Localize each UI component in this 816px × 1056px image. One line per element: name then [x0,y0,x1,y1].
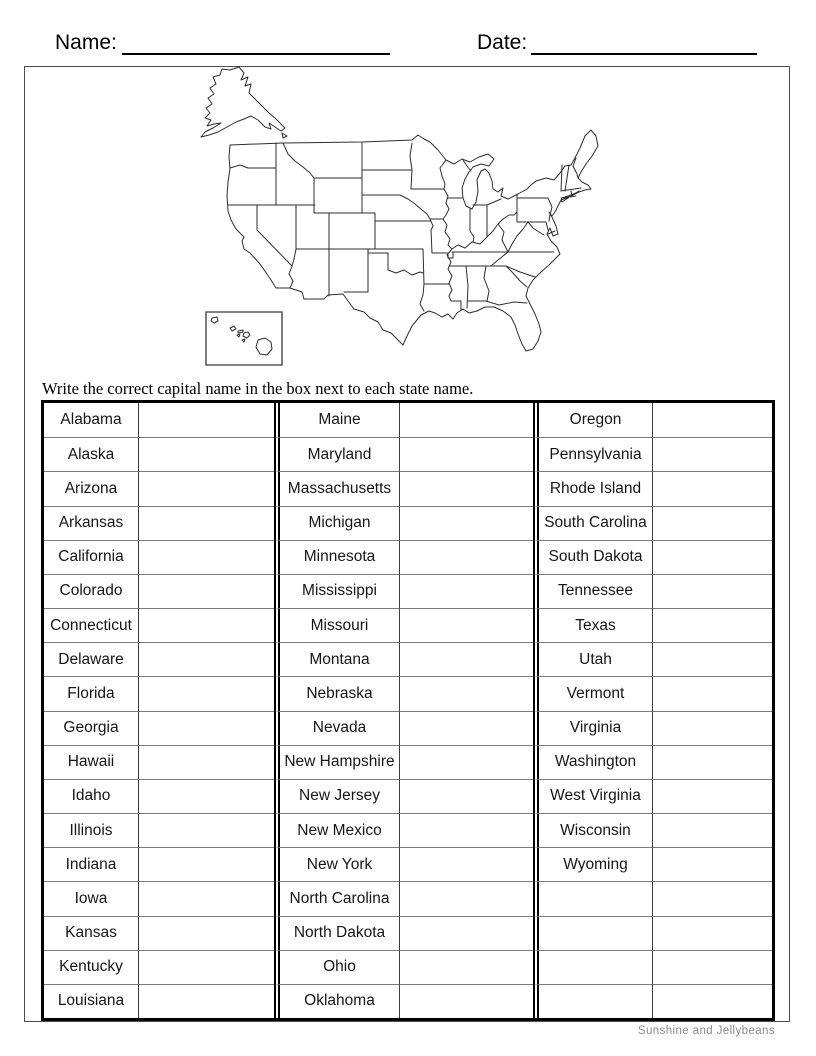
capital-answer-box[interactable] [400,676,533,710]
state-name-cell: Wyoming [533,847,653,881]
state-name-cell: Utah [533,642,653,676]
state-name-cell: Tennessee [533,574,653,608]
capital-answer-box[interactable] [400,471,533,505]
state-name-cell: Montana [274,642,400,676]
capital-answer-box[interactable] [139,711,274,745]
state-name-cell [533,881,653,915]
state-name-cell [533,984,653,1018]
capital-answer-box[interactable] [400,984,533,1018]
state-name-cell [533,950,653,984]
state-name-cell: Nevada [274,711,400,745]
capital-answer-box[interactable] [139,574,274,608]
capital-answer-box[interactable] [139,642,274,676]
state-name-cell: Maryland [274,437,400,471]
state-name-cell: Louisiana [44,984,139,1018]
state-name-cell: Washington [533,745,653,779]
state-name-cell: Missouri [274,608,400,642]
capital-answer-box[interactable] [400,916,533,950]
capital-answer-box[interactable] [400,813,533,847]
capital-answer-box[interactable] [139,779,274,813]
capital-answer-box[interactable] [653,506,772,540]
capital-answer-box[interactable] [400,847,533,881]
state-name-cell: Alaska [44,437,139,471]
capital-answer-box[interactable] [653,540,772,574]
capital-answer-box[interactable] [653,847,772,881]
alaska-map [201,67,287,138]
state-name-cell: Connecticut [44,608,139,642]
state-name-cell: North Dakota [274,916,400,950]
capital-answer-box[interactable] [653,676,772,710]
state-name-cell: New Hampshire [274,745,400,779]
state-name-cell: Minnesota [274,540,400,574]
state-name-cell: Maine [274,403,400,437]
state-name-cell: Alabama [44,403,139,437]
capital-answer-box[interactable] [139,608,274,642]
capital-answer-box[interactable] [139,437,274,471]
capital-answer-box[interactable] [400,779,533,813]
capital-answer-box[interactable] [139,984,274,1018]
state-name-cell: Rhode Island [533,471,653,505]
state-name-cell: South Dakota [533,540,653,574]
worksheet-table [41,400,775,1021]
state-name-cell: Wisconsin [533,813,653,847]
capital-answer-box[interactable] [400,403,533,437]
capital-answer-box[interactable] [139,540,274,574]
capital-answer-box[interactable] [139,847,274,881]
hawaii-inset-map [206,312,282,365]
capital-answer-box[interactable] [653,574,772,608]
capital-answer-box[interactable] [653,779,772,813]
date-input-line[interactable] [531,31,757,55]
state-name-cell: Florida [44,676,139,710]
state-name-cell: Arizona [44,471,139,505]
capital-answer-box[interactable] [653,608,772,642]
state-name-cell: Ohio [274,950,400,984]
capital-answer-box[interactable] [400,540,533,574]
state-name-cell: Colorado [44,574,139,608]
name-label: Name: [55,31,117,54]
capital-answer-box[interactable] [653,881,772,915]
capital-answer-box[interactable] [400,950,533,984]
us-states-outline-map [184,64,620,376]
state-name-cell: Idaho [44,779,139,813]
state-name-cell: Indiana [44,847,139,881]
capital-answer-box[interactable] [653,437,772,471]
state-name-cell: Oregon [533,403,653,437]
state-name-cell: Texas [533,608,653,642]
state-name-cell: West Virginia [533,779,653,813]
capital-answer-box[interactable] [653,813,772,847]
state-name-cell: Iowa [44,881,139,915]
state-name-cell: California [44,540,139,574]
capital-answer-box[interactable] [139,676,274,710]
capital-answer-box[interactable] [139,813,274,847]
state-name-cell: Nebraska [274,676,400,710]
capital-answer-box[interactable] [400,437,533,471]
capital-answer-box[interactable] [400,711,533,745]
state-name-cell: Hawaii [44,745,139,779]
capital-answer-box[interactable] [139,916,274,950]
capital-answer-box[interactable] [653,745,772,779]
capital-answer-box[interactable] [139,881,274,915]
capital-answer-box[interactable] [400,745,533,779]
state-name-cell: Virginia [533,711,653,745]
name-input-line[interactable] [122,31,390,55]
state-name-cell: North Carolina [274,881,400,915]
capital-answer-box[interactable] [139,745,274,779]
state-name-cell: Kentucky [44,950,139,984]
capital-answer-box[interactable] [400,642,533,676]
capital-answer-box[interactable] [139,950,274,984]
state-name-cell: Illinois [44,813,139,847]
state-name-cell: Vermont [533,676,653,710]
capital-answer-box[interactable] [139,403,274,437]
capital-answer-box[interactable] [400,608,533,642]
capital-answer-box[interactable] [653,642,772,676]
state-name-cell: Oklahoma [274,984,400,1018]
state-name-cell: New Jersey [274,779,400,813]
state-name-cell: South Carolina [533,506,653,540]
capital-answer-box[interactable] [653,403,772,437]
state-name-cell: Pennsylvania [533,437,653,471]
state-name-cell: Massachusetts [274,471,400,505]
state-name-cell: Georgia [44,711,139,745]
state-name-cell [533,916,653,950]
instruction-text: Write the correct capital name in the box next to each state name. [42,379,474,398]
capital-answer-box[interactable] [653,711,772,745]
state-name-cell: New Mexico [274,813,400,847]
capital-answer-box[interactable] [400,574,533,608]
capital-answer-box[interactable] [653,984,772,1018]
state-name-cell: Michigan [274,506,400,540]
state-name-cell: Arkansas [44,506,139,540]
state-name-cell: Mississippi [274,574,400,608]
capital-answer-box[interactable] [400,881,533,915]
capital-answer-box[interactable] [653,950,772,984]
state-name-cell: Kansas [44,916,139,950]
capital-answer-box[interactable] [139,471,274,505]
capital-answer-box[interactable] [139,506,274,540]
date-label: Date: [477,31,528,54]
footer-credit: Sunshine and Jellybeans [637,1025,775,1037]
capital-answer-box[interactable] [653,916,772,950]
state-name-cell: Delaware [44,642,139,676]
capital-answer-box[interactable] [400,506,533,540]
state-name-cell: New York [274,847,400,881]
capital-answer-box[interactable] [653,471,772,505]
